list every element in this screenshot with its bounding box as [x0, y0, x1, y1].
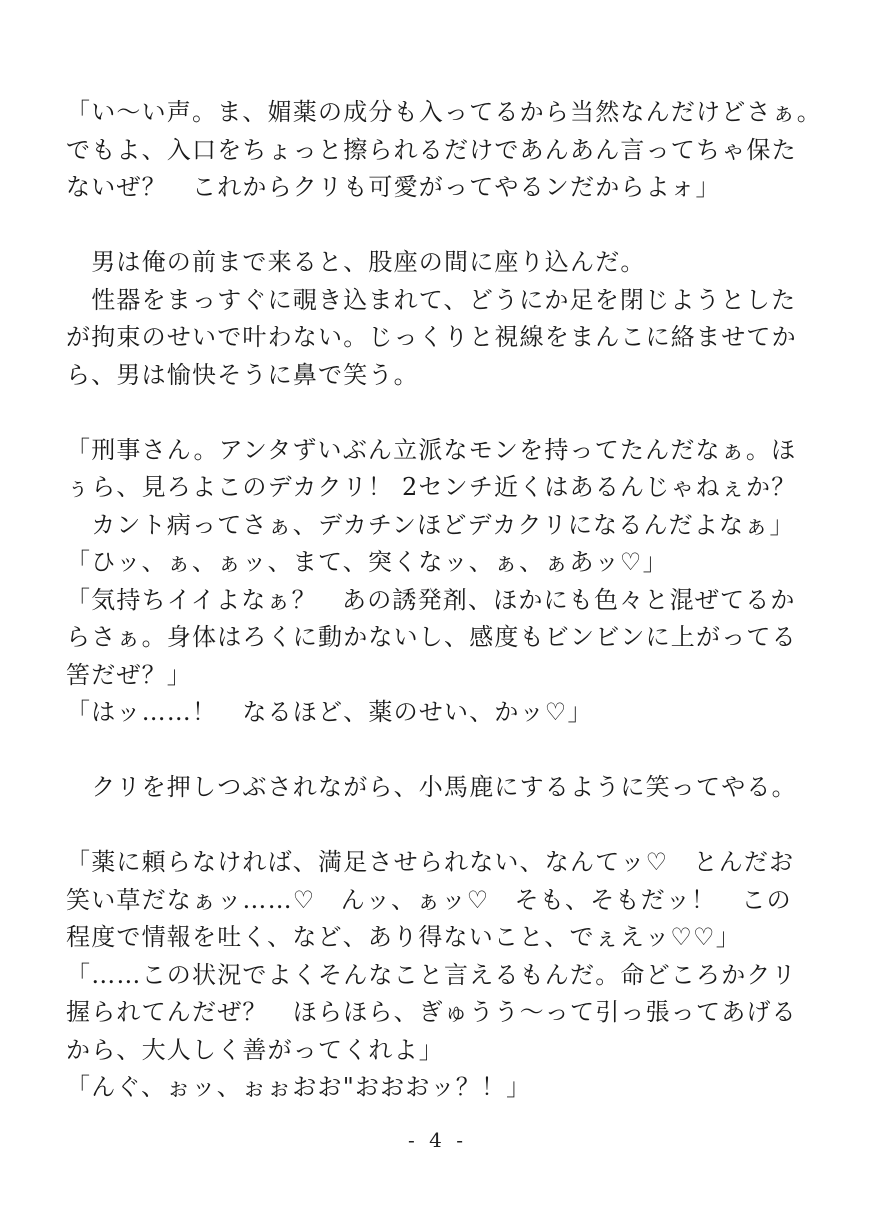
text-line: 「薬に頼らなければ、満足させられない、なんてッ♡ とんだお: [66, 848, 795, 876]
text-line: でもよ、入口をちょっと擦られるだけであんあん言ってちゃ保た: [66, 135, 797, 164]
text-line: 握られてんだぜ？ ほらほら、ぎゅうう〜って引っ張ってあげる: [66, 998, 797, 1026]
text-line: 性器をまっすぐに覗き込まれて、どうにか足を閉じようとした: [66, 285, 797, 314]
text-line: 程度で情報を吐く、など、あり得ないこと、でぇえッ♡♡」: [66, 923, 741, 951]
blank-line: [66, 732, 826, 770]
text-line: らさぁ。身体はろくに動かないし、感度もビンビンに上がってる: [66, 623, 797, 651]
body-text: [66, 94, 826, 1107]
text-line: ないぜ？ これからクリも可愛がってやるンだからよォ」: [66, 173, 721, 201]
text-line: から、大人しく善がってくれよ」: [66, 1035, 444, 1064]
text-line: 「はッ……！ なるほど、薬のせい、かッ♡」: [66, 698, 593, 726]
page-number: - 4 -: [408, 1128, 467, 1152]
text-line: 「刑事さん。アンタずいぶん立派なモンを持ってたんだなぁ。ほ: [66, 435, 797, 464]
text-line: 笑い草だなぁッ……♡ んッ、ぁッ♡ そも、そもだッ！ この: [66, 885, 792, 914]
text-line: 「気持ちイイよなぁ？ あの誘発剤、ほかにも色々と混ぜてるか: [66, 585, 796, 614]
text-line: 「……この状況でよくそんなこと言えるもんだ。命どころかクリ: [66, 960, 797, 989]
text-line: が拘束のせいで叶わない。じっくりと視線をまんこに絡ませてか: [66, 323, 797, 351]
text-line: 男は俺の前まで来ると、股座の間に座り込んだ。: [66, 248, 646, 276]
text-line: クリを押しつぶされながら、小馬鹿にするように笑ってやる。: [66, 773, 797, 801]
text-line: 「ひッ、ぁ、ぁッ、まて、突くなッ、ぁ、ぁあッ♡」: [66, 548, 668, 576]
text-line: ぅら、見ろよこのデカクリ！ 2センチ近くはあるんじゃねぇか？: [66, 473, 797, 501]
blank-line: [66, 807, 826, 845]
text-line: 「んぐ、ぉッ、ぉぉおお"おおおッ？！」: [66, 1073, 532, 1101]
text-line: 筈だぜ？」: [66, 660, 192, 689]
blank-line: [66, 207, 826, 245]
text-line: カント病ってさぁ、デカチンほどデカクリになるんだよなぁ」: [66, 510, 795, 539]
text-line: ら、男は愉快そうに鼻で笑う。: [66, 360, 419, 389]
text-line: 「い〜い声。ま、媚薬の成分も入ってるから当然なんだけどさぁ。: [66, 98, 822, 126]
blank-line: [66, 394, 826, 432]
